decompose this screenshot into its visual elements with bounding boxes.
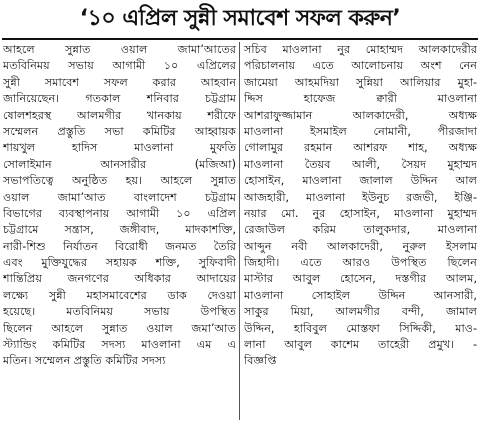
article-text-line: জামেয়া আহমদিয়া সুন্নিয়া আলিয়ার মুহা- xyxy=(244,75,477,89)
column-divider xyxy=(239,42,240,420)
article-text-line: মতিন। সম্মেলন প্রস্তুতি কমিটির সদস্য xyxy=(3,354,166,368)
article-text-line: ছিলেন আহলে সুন্নাত ওয়াল জমা’আত xyxy=(3,321,236,335)
headline-rule xyxy=(2,38,478,40)
article-text-line: পরিচালনায় এতে আলোচনায় অংশ নেন xyxy=(244,59,477,73)
article-text-line: আজহারী, মাওলানা ইউনুচ রজভী, ইঞ্জি- xyxy=(244,190,477,204)
article-text-line: মাস্টার আবুল হোসেন, দস্তগীর আলম, xyxy=(244,272,477,286)
article-column-left xyxy=(3,42,236,420)
article-text-line: সাকুর মিয়া, আলমগীর বন্দী, জামাল xyxy=(244,305,477,319)
article-text-line: সোলাইমান আনসারীর (মজিআ) xyxy=(3,157,236,171)
article-text-line: নারী-শিশু নির্যাতন বিরোধী জনমত তৈরি xyxy=(3,239,236,253)
article-text-line: সভাপতিত্বে অনুষ্ঠিত হয়। আহলে সুন্নাত xyxy=(3,174,236,188)
article-text-line: রেজাউল করিম তালুকদার, মাওলানা xyxy=(244,223,477,237)
article-text-line: লানা আবুল কাশেম তাহেরী প্রমুখ। - xyxy=(244,338,477,352)
article-text-line: সুন্নী সমাবেশ সফল করার আহবান xyxy=(3,75,236,89)
article-text-line: আব্দুন নবী আলকাদেরী, নুরুল ইসলাম xyxy=(244,239,477,253)
article-text-line: ষোলশহরস্থ আলমগীর খানকায় শরীফে xyxy=(3,108,236,122)
article-text-line: বিজ্ঞপ্তি xyxy=(244,354,277,368)
article-text-line: সম্মেলন প্রস্তুতি সভা কমিটির আহ্বায়ক xyxy=(3,124,236,138)
article-text-line: মাওলানা ইসমাইল নোমানী, পীরজাদা xyxy=(244,124,477,138)
article-text-line: আশরাফুজ্জামান আলকাদেরী, অধ্যক্ষ xyxy=(244,108,477,122)
article-text-line: চট্টগ্রামে সন্ত্রাস, জঙ্গীবাদ, মাদকাশক্তি, xyxy=(3,223,236,237)
article-text-line: জিহাদী। এতে আরও উপস্থিত ছিলেন xyxy=(244,256,477,270)
article-text-line: জানিয়েছেন। গতকাল শনিবার চট্টগ্রাম xyxy=(3,92,236,106)
article-text-line: গোলামুর রহমান আশরফ শাহ, অধ্যক্ষ xyxy=(244,141,477,155)
article-text-line: সচিব মাওলানা নুর মোহাম্মদ আলকাদেরীর xyxy=(244,43,477,56)
article-text-line: মতবিনিময় সভায় আগামী ১০ এপ্রিলের xyxy=(3,59,236,73)
article-text-line: এবং মুক্তিযুদ্ধের সহায়ক শক্তি, সুফিবাদী xyxy=(3,256,236,270)
article-text-line: মাওলানা সোহাইল উদ্দিন আনসারী, xyxy=(244,288,477,302)
article-text-line: শায়খুল হাদিস মাওলানা মুফতি xyxy=(3,141,236,155)
article-text-line: বিভাগের ব্যবস্থাপনায় আগামী ১০ এপ্রিল xyxy=(3,206,236,220)
article-text-line: উদ্দিন, হাবিবুল মোস্তফা সিদ্দিকী, মাও- xyxy=(244,321,477,335)
article-text-line: স্ট্যান্ডিং কমিটির সদস্য মাওলানা এম এ xyxy=(3,338,236,352)
article-text-line: হোসাইন, মাওলানা জালাল উদ্দিন আল xyxy=(244,174,477,188)
article-text-line: আহলে সুন্নাত ওয়াল জামা’আতের xyxy=(3,43,236,56)
article-text-line: ওয়াল জামা’আত বাংলাদেশ চট্টগ্রাম xyxy=(3,190,236,204)
article-text-line: দ্দিস হাফেজ ক্বারী মাওলানা xyxy=(244,92,477,106)
article-headline: ‘১০ এপ্রিল সুন্নী সমাবেশ সফল করুন’ xyxy=(79,6,401,31)
article-text-line: নয়ার মো. নুর হোসাইন, মাওলানা মুহাম্মদ xyxy=(244,206,477,220)
article-text-line: লক্ষ্যে সুন্নী মহাসমাবেশের ডাক দেওয়া xyxy=(3,288,236,302)
article-column-right xyxy=(244,42,477,420)
article-text-line: শান্তিপ্রিয় জনগণের অধিকার আদায়ের xyxy=(3,272,236,286)
article-text-line: মাওলানা তৈয়ব আলী, সৈয়দ মুহাম্মদ xyxy=(244,157,477,171)
article-text-line: হয়েছে। মতবিনিময় সভায় উপস্থিত xyxy=(3,305,236,319)
